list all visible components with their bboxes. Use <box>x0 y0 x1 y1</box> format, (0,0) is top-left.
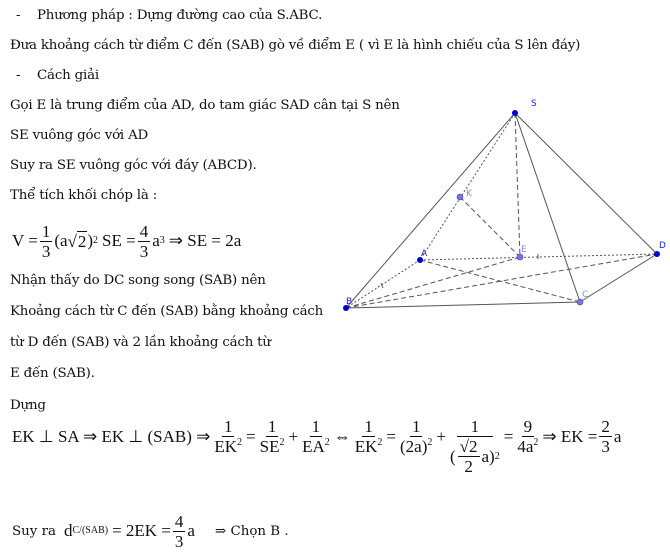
math-text: = <box>386 427 397 446</box>
paren: ( <box>449 447 456 466</box>
numerator: 9 <box>523 417 533 436</box>
label-b: B <box>346 297 353 307</box>
numerator: 1 <box>267 417 277 436</box>
solution-line: Dựng <box>10 398 46 413</box>
solution-line: E đến (SAB). <box>10 366 95 381</box>
label-e: E <box>521 245 527 255</box>
edge-ab <box>346 260 420 308</box>
label-c: C <box>582 290 589 300</box>
label-a: A <box>421 249 428 259</box>
solution-line: Nhận thấy do DC song song (SAB) nên <box>10 273 266 288</box>
edge-sc <box>515 113 580 302</box>
final-line: Suy ra d C/(SAB) = 2EK = $\frac{4}{3}$ a ⇒ Chọn B . <box>12 511 289 551</box>
denominator-text: (2a) <box>400 437 428 456</box>
denominator: 3 <box>601 437 610 456</box>
denominator-text: EA <box>302 437 325 456</box>
solution-line: Thể tích khối chóp là : <box>10 188 158 203</box>
denominator: ( $\frac{√2}{2}$ a) 2 <box>449 437 500 476</box>
math-text: EK ⊥ SA ⇒ EK ⊥ (SAB) ⇒ <box>12 427 211 446</box>
edge-bc <box>346 302 580 308</box>
math-text: a) <box>481 447 495 466</box>
numerator: 1 <box>411 417 421 436</box>
method-line: Phương pháp : Dựng đường cao của S.ABC. <box>37 8 323 23</box>
solution-line: Khoảng cách từ C đến (SAB) bằng khoảng cách <box>10 304 324 319</box>
answer-choice: ⇒ Chọn B . <box>214 523 289 539</box>
point-k <box>457 194 463 200</box>
math-text: a <box>152 231 160 250</box>
radicand: 2 <box>77 231 87 251</box>
math-text: SE = <box>102 231 136 250</box>
math-text: = <box>246 427 256 446</box>
point-s <box>512 110 518 116</box>
exponent: 2 <box>377 437 383 448</box>
solution-heading: Cách giải <box>37 68 99 83</box>
denominator-text: 4a <box>517 437 534 456</box>
exponent: 2 <box>324 437 330 448</box>
edge-cd <box>580 254 657 302</box>
math-text: (a <box>54 231 68 250</box>
exponent: 2 <box>237 437 243 448</box>
solution-line: SE vuông góc với AD <box>10 128 149 143</box>
exponent: 2 <box>279 437 285 448</box>
numerator: 1 <box>364 417 373 436</box>
point-d <box>654 251 660 257</box>
math-text: V = <box>12 231 38 250</box>
denominator: 2 <box>464 457 473 476</box>
edge-sd <box>515 113 657 254</box>
numerator: 1 <box>223 417 233 436</box>
math-text: ) <box>87 231 94 250</box>
math-text: d <box>64 521 73 540</box>
sqrt-sign: √ <box>67 231 77 251</box>
segment-se <box>515 113 520 257</box>
denominator: 3 <box>139 241 149 261</box>
segment-be <box>346 257 520 308</box>
math-text: ⇒ SE = 2a <box>168 231 242 250</box>
radicand: 2 <box>469 437 478 456</box>
denominator: 3 <box>41 241 51 261</box>
numerator: 1 <box>41 221 51 241</box>
numerator: 1 <box>311 417 321 436</box>
math-text: a <box>187 521 195 540</box>
segment-ke <box>460 197 520 257</box>
label-d: D <box>659 241 666 251</box>
math-text: a <box>613 427 622 446</box>
exponent: 2 <box>427 437 433 448</box>
numerator: √2 <box>459 437 478 456</box>
numerator: 1 <box>457 418 494 437</box>
label-k: K <box>466 189 472 199</box>
bullet-dash: - <box>16 68 21 83</box>
final-prefix: Suy ra <box>12 523 57 539</box>
numerator: 4 <box>174 511 184 531</box>
denominator-text: EK <box>214 437 238 456</box>
denominator-text: EK <box>354 437 378 456</box>
denominator-text: SE <box>259 437 280 456</box>
exponent: 2 <box>533 437 539 448</box>
label-s: S <box>531 99 537 109</box>
bullet-dash: - <box>16 8 21 23</box>
math-text: ⇒ EK = <box>542 427 598 446</box>
math-text: = <box>503 427 514 446</box>
denominator: 3 <box>174 531 184 551</box>
solution-line: từ D đến (SAB) và 2 lần khoảng cách từ <box>10 335 271 350</box>
math-text: ⇔ <box>333 427 351 446</box>
math-text: + <box>436 427 446 446</box>
numerator: 2 <box>601 417 610 436</box>
solution-line: Suy ra SE vuông góc với đáy (ABCD). <box>10 158 257 173</box>
solution-line: Gọi E là trung điểm của AD, do tam giác SAD cân tại S nên <box>10 98 400 113</box>
math-text: = 2EK = <box>112 521 171 540</box>
numerator: 4 <box>139 221 149 241</box>
approach-line: Đưa khoảng cách từ điểm C đến (SAB) gò về điểm E ( vì E là hình chiếu của S lên đáy) <box>10 38 581 53</box>
math-text: + <box>288 427 299 446</box>
volume-formula: V = $\frac{1}{3}$ (a √ 2 ) 2 SE = $\frac{4}{3}$ a 3 ⇒ SE = 2a <box>12 221 242 261</box>
